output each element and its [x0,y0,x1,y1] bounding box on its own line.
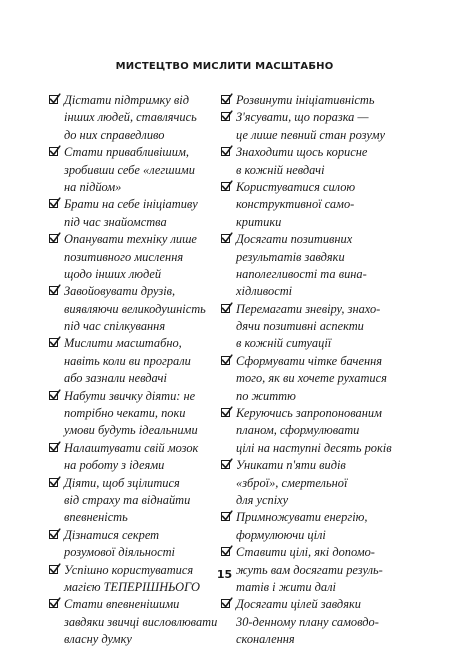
checked-box-icon [49,147,58,156]
checked-box-icon [221,304,230,313]
checklist-item-line: Користуватися силою [236,179,356,194]
checklist-item-line: власну думку [64,632,132,647]
checklist-item-line: Опанувати техніку лише [64,232,197,247]
checked-box-icon [221,512,230,521]
checklist-item-line: або зазнали невдачі [64,371,167,386]
checklist-item-line: формулюючи цілі [236,527,326,542]
checklist-item [49,596,225,648]
checklist-column-left [49,92,225,649]
checklist-item-line: З'ясувати, що поразка — [236,110,369,125]
checklist-item-line: на підйом» [64,179,122,194]
checklist-item-text [64,196,225,231]
checklist-item-text [236,405,406,457]
checklist-item-line: Мислити масштабно, [64,336,182,351]
checked-box-icon [221,95,230,104]
checklist-item-line: під час знайомства [64,214,167,229]
checklist-item-line: в кожній ситуації [236,336,332,351]
checklist-item-line: від страху та віднайти [64,492,191,507]
checklist-item [49,196,225,231]
checklist-item-line: критики [236,214,282,229]
checklist-item [221,144,406,179]
checklist-item [221,596,406,648]
checked-box-icon [49,199,58,208]
checklist-item-line: Перемагати зневіру, знахо- [236,301,381,316]
checklist-item-line: для успіху [236,492,289,507]
checked-box-icon [49,234,58,243]
checklist-item [221,509,406,544]
checklist-item [49,475,225,527]
checklist-item-line: інших людей, ставлячись [64,110,197,125]
checklist-item-line: «зброї», смертельної [236,475,348,490]
checklist-item-line: хідливості [236,284,293,299]
checklist-item-text [236,353,406,405]
checked-box-icon [49,443,58,452]
checklist-item [49,440,225,475]
checklist-item-text [236,509,406,544]
checklist-item-line: в кожній невдачі [236,162,325,177]
checklist-item [49,388,225,440]
checked-box-icon [221,408,230,417]
checklist-item-line: це лише певний стан розуму [236,127,385,142]
checklist-item [221,301,406,353]
checklist-item-line: магією ТЕПЕРІШНЬОГО [64,579,200,594]
checklist-item-line: сконалення [236,632,295,647]
checklist-item [49,335,225,387]
checklist-item-line: впевненість [64,510,128,525]
checklist-item-line: на роботу з ідеями [64,458,165,473]
checklist-item-text [236,92,406,109]
page-number: 15 [216,568,233,581]
page-header: МИСТЕЦТВО МИСЛИТИ МАСШТАБНО [115,61,334,72]
checklist-item-line: дячи позитивні аспекти [236,319,364,334]
checklist-item-line: цілі на наступні десять років [236,440,392,455]
checklist-item [221,109,406,144]
checklist-item-line: конструктивної само- [236,197,355,212]
checked-box-icon [49,338,58,347]
checklist-item-line: до них справедливо [64,127,165,142]
checklist-item [221,231,406,301]
checklist-item-line: розумової діяльності [64,545,175,560]
checklist-item [221,179,406,231]
checklist-item-line: Керуючись запропонованим [236,406,382,421]
checklist-item-line: Ставити цілі, які допомо- [236,545,375,560]
checklist-item-line: татів і жити далі [236,579,336,594]
checklist-item-line: під час спілкування [64,319,166,334]
checklist-item-line: завдяки звичці висловлювати [64,614,218,629]
checklist-column-right [221,92,406,649]
checklist-item [221,405,406,457]
checked-box-icon [49,599,58,608]
checklist-item-line: Стати впевненішими [64,597,180,612]
checklist-item-text [64,475,225,527]
checked-box-icon [221,234,230,243]
checklist-item-line: Налаштувати свій мозок [64,440,199,455]
checked-box-icon [221,112,230,121]
checked-box-icon [221,356,230,365]
checklist-item-line: щодо інших людей [64,266,162,281]
checklist-item [49,92,225,144]
checklist-item [49,144,225,196]
checklist-item-text [236,596,406,648]
checklist-item-text [236,457,406,509]
checklist-item-line: Сформувати чітке бачення [236,353,383,368]
checklist-item-line: Стати привабливішим, [64,145,189,160]
checklist-item-line: Досягати цілей завдяки [236,597,361,612]
checklist-item-text [64,596,225,648]
checklist-item-line: жуть вам досягати резуль- [236,562,383,577]
checklist-item-line: навіть коли ви програли [64,353,191,368]
checklist-item-line: Діяти, щоб зцілитися [64,475,180,490]
checklist-item-text [236,231,406,301]
checked-box-icon [221,547,230,556]
checklist-item-line: по життю [236,388,296,403]
checklist-item-line: 30-денному плану самовдо- [236,614,379,629]
checklist-item-text [64,144,225,196]
checklist-item-line: Розвинути ініціативність [236,93,375,107]
checked-box-icon [49,391,58,400]
checklist-item-text [64,231,225,283]
checked-box-icon [221,460,230,469]
checked-box-icon [49,478,58,487]
checklist-item-line: Уникати п'яти видів [236,458,346,473]
checklist-item-text [236,179,406,231]
checklist-item [49,231,225,283]
checklist-item-line: зробивши себе «легшими [64,162,195,177]
checklist-item-line: Набути звичку діяти: не [64,388,196,403]
checklist-item-text [236,144,406,179]
checklist-item-text [236,109,406,144]
checklist-item [221,457,406,509]
checklist-item-line: Примножувати енергію, [236,510,368,525]
checklist-item-line: наполегливості та вина- [236,266,367,281]
checked-box-icon [49,530,58,539]
checklist-item [49,527,225,562]
checklist-item-line: Досягати позитивних [236,232,353,247]
checklist-item-text [64,440,225,475]
checklist-item-text [64,527,225,562]
checklist-item [221,92,406,109]
checklist-item-text [64,283,225,335]
checklist-item-line: планом, сформулювати [236,423,360,438]
checklist-item-line: Успішно користуватися [64,562,194,577]
checklist-item [49,283,225,335]
checked-box-icon [221,147,230,156]
checklist-item-line: Дістати підтримку від [64,93,189,107]
checked-box-icon [49,286,58,295]
checklist-item-text [236,301,406,353]
checklist-item-line: Брати на себе ініціативу [64,197,198,212]
checklist-item-text [64,335,225,387]
checklist-item-line: Дізнатися секрет [64,527,160,542]
checked-box-icon [221,182,230,191]
checklist-item-line: Завойовувати друзів, [64,284,176,299]
checklist-item [221,353,406,405]
checklist-item-text [64,92,225,144]
checklist-item-line: того, як ви хочете рухатися [236,371,387,386]
checklist-item-line: Знаходити щось корисне [236,145,368,160]
checklist-item-line: виявляючи великодушність [64,301,206,316]
checklist-item-line: потрібно чекати, поки [64,406,186,421]
checklist-item-line: умови будуть ідеальними [64,423,198,438]
checklist-item-line: позитивного мислення [64,249,184,264]
checklist-item-line: результатів завдяки [236,249,345,264]
checked-box-icon [49,95,58,104]
checked-box-icon [221,599,230,608]
checklist-item-text [64,388,225,440]
